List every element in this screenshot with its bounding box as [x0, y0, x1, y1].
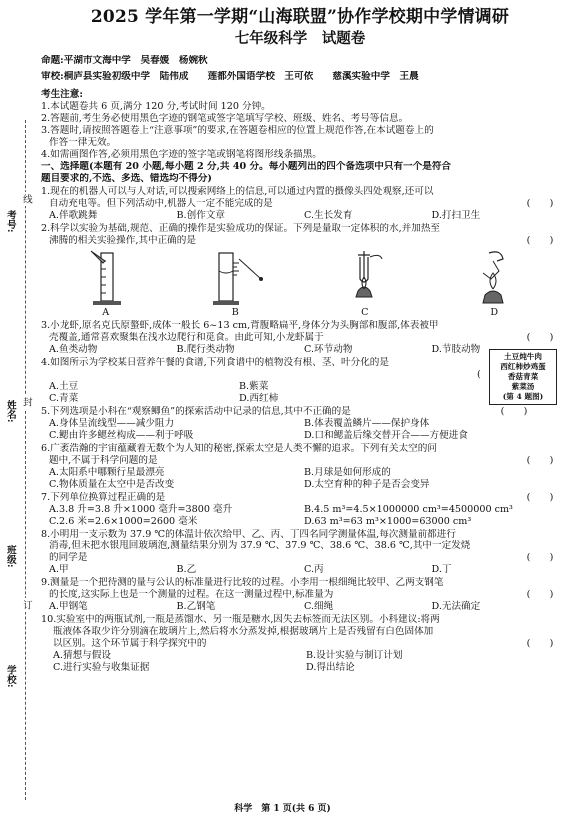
- question-6: [41, 443, 559, 491]
- menu-item: 西红柿炒鸡蛋: [500, 361, 546, 371]
- option-b: B.乙钢笔: [176, 601, 216, 613]
- section-heading: 一、选择题(本题有 20 小题,每小题 2 分,共 40 分。每小题列出的四个备选项中只有一个是符合: [41, 160, 452, 172]
- option-d: D.西红柿: [239, 392, 279, 404]
- question-stem: 1.现在的机器人可以与人对话,可以搜索网络上的信息,可以通过内置的摄像头四处观察,还可以: [41, 185, 434, 197]
- question-stem: 自动充电等。但下列活动中,机器人一定不能完成的是: [49, 197, 273, 209]
- option-b: B.创作文章: [176, 209, 225, 221]
- option-c: C.鳃由许多鳃丝构成——利于呼吸: [49, 429, 194, 441]
- figure-label: B: [231, 306, 239, 318]
- option-c: C.2.6 米=2.6×1000=2600 毫米: [49, 515, 198, 527]
- exam-page: [41, 6, 559, 674]
- option-a: A.鱼类动物: [49, 343, 98, 355]
- option-b: B.设计实验与制订计划: [306, 650, 403, 662]
- option-b: B.月球是如何形成的: [304, 466, 391, 478]
- option-d: D.口和鳃盖后缘交替开合——方便进食: [304, 429, 468, 441]
- question-stem: 的长度,这实际上也是一个测量的过程。在这一测量过程中,标准量为: [49, 589, 334, 601]
- answer-bracket: ( ): [526, 589, 554, 601]
- question-7: [41, 492, 559, 528]
- option-a: A.3.8 升=3.8 升×1000 毫升=3800 毫升: [49, 503, 233, 515]
- option-c: C.环节动物: [304, 343, 353, 355]
- proposer-line: 命题:平湖市文海中学 吴春媛 杨婉秋: [41, 55, 208, 66]
- question-5: [41, 406, 559, 442]
- note-item: 4.如需画图作答,必须用黑色字迹的签字笔或钢笔将图形线条描黑。: [41, 148, 322, 160]
- note-item: 2.答题前,考生务必使用黑色字迹的钢笔或签字笔填写学校、班级、姓名、考号等信息。: [41, 112, 409, 124]
- graduated-cylinder-icon: [81, 249, 131, 307]
- answer-bracket: ( ): [526, 197, 554, 209]
- menu-item: 土豆炖牛肉: [504, 351, 542, 361]
- option-b: B.体表覆盖鳞片——保护身体: [304, 417, 430, 429]
- exam-title: 2025 学年第一学期“山海联盟”协作学校期中学情调研: [90, 7, 510, 27]
- answer-bracket: ( ): [526, 234, 554, 246]
- figure-b: [195, 249, 275, 319]
- option-b: B.乙: [176, 564, 197, 576]
- page-footer: 科学 第 1 页(共 6 页): [234, 804, 331, 814]
- question-stem: 9.测量是一个把待测的量与公认的标准量进行比较的过程。小李用一根细绳比较甲、乙两支钢笔: [41, 577, 444, 589]
- cylinder-reading-icon: [205, 249, 265, 307]
- question-stem: 瓶液体各取少许分别滴在玻璃片上,然后将水分蒸发掉,根据玻璃片上是否残留有白色固体加: [53, 626, 434, 638]
- lunch-menu-figure: [489, 349, 557, 405]
- figure-label: D: [490, 306, 499, 318]
- option-a: A.太阳系中哪颗行星最漂亮: [49, 466, 165, 478]
- option-d: D.无法确定: [431, 601, 481, 613]
- question-stem: 7.下列单位换算过程正确的是: [41, 491, 166, 503]
- answer-bracket: ( ): [526, 491, 554, 503]
- option-d: D.得出结论: [306, 662, 355, 674]
- menu-caption: (第 4 题图): [502, 391, 544, 401]
- answer-bracket: ( ): [526, 331, 554, 343]
- experiment-figures: [41, 249, 559, 319]
- class-label: 班级:: [4, 545, 16, 568]
- menu-item: 紫菜汤: [511, 381, 535, 391]
- seal-mark-bind: 订: [20, 600, 32, 610]
- question-3: [41, 320, 559, 356]
- student-name-label: 姓名:: [4, 400, 16, 423]
- option-a: A.身体呈流线型——减少阻力: [49, 417, 175, 429]
- question-stem: 壳覆盖,通常喜欢聚集在浅水边爬行和觅食。由此可知,小龙虾属于: [49, 331, 324, 343]
- answer-bracket: ( ): [526, 638, 554, 650]
- option-a: A.伴歌跳舞: [49, 209, 98, 221]
- option-a: A.甲钢笔: [49, 601, 88, 613]
- binding-dashed-line: [25, 120, 26, 800]
- option-a: A.甲: [49, 564, 69, 576]
- question-stem: 5.下列选项是小科在“观察鲫鱼”的探索活动中记录的信息,其中不正确的是: [41, 405, 351, 417]
- answer-bracket: ( ): [526, 552, 554, 564]
- exam-subtitle: 七年级科学 试题卷: [234, 30, 366, 47]
- figure-c: [325, 249, 405, 319]
- school-label: 学校:: [4, 665, 16, 688]
- question-10: [41, 614, 559, 674]
- question-stem: 3.小龙虾,原名克氏原螯虾,成体一般长 6~13 cm,背腹略扁平,身体分为头胸部和腹部,体表被甲: [41, 319, 439, 331]
- seal-mark-seal: 封: [20, 397, 32, 407]
- question-4: [41, 351, 559, 405]
- option-d: D.太空育种的种子是否会变异: [304, 478, 430, 490]
- menu-item: 香菇青菜: [507, 371, 539, 381]
- question-stem: 8.小明用一支示数为 37.9 ℃的体温计依次给甲、乙、丙、丁四名同学测量体温,每次测量前都进行: [41, 528, 456, 540]
- question-stem: 6.广袤浩瀚的宇宙蕴藏着无数个为人知的秘密,探索太空是人类不懈的追求。下列有关太空的问: [41, 442, 437, 454]
- question-stem: 题中,不属于科学问题的是: [49, 454, 158, 466]
- question-2: [41, 223, 559, 319]
- option-c: C.生长发育: [304, 209, 353, 221]
- option-c: C.物体质量在太空中是否改变: [49, 478, 175, 490]
- option-b: B.紫菜: [239, 380, 269, 392]
- option-d: D.丁: [431, 564, 452, 576]
- option-d: D.打扫卫生: [431, 209, 481, 221]
- answer-bracket: ( ): [526, 454, 554, 466]
- binding-margin: [0, 0, 40, 820]
- option-d: D.节肢动物: [431, 343, 481, 355]
- option-c: C.进行实验与收集证据: [53, 662, 150, 674]
- question-stem: 以区别。这个环节属于科学探究中的: [53, 638, 207, 650]
- notes-heading: 考生注意:: [41, 88, 83, 100]
- question-stem: 沸腾的相关实验操作,其中正确的是: [49, 234, 196, 246]
- question-stem: 10.实验室中的两瓶试剂,一瓶是蒸馏水、另一瓶是糖水,因失去标签而无法区别。小科建议:将两: [41, 614, 440, 626]
- option-a: A.土豆: [49, 380, 79, 392]
- note-item: 3.答题时,请按照答题卷上“注意事项”的要求,在答题卷相应的位置上规范作答,在本试题卷上的: [41, 124, 434, 136]
- answer-bracket: (: [477, 368, 481, 380]
- figure-d: [454, 249, 534, 319]
- question-stem: 消毒,但未把水银甩回玻璃泡,测量结果分别为 37.9 ℃、37.9 ℃、38.6 ℃、38.6 ℃,其中一定发烧: [49, 540, 471, 552]
- option-c: C.细绳: [304, 601, 334, 613]
- figure-label: A: [102, 306, 110, 318]
- figure-a: [66, 249, 146, 319]
- section-heading-cont: 题目要求的,不选、多选、错选均不得分): [41, 172, 212, 184]
- note-item: 作答一律无效。: [49, 136, 117, 148]
- option-c: C.青菜: [49, 392, 79, 404]
- option-c: C.丙: [304, 564, 324, 576]
- option-b: B.爬行类动物: [176, 343, 235, 355]
- reviewer-line: 审校:桐庐县实验初级中学 陆伟成 莲都外国语学校 王可依 慈溪实验中学 王晨: [41, 70, 419, 82]
- question-stem: 2.科学以实验为基础,规范、正确的操作是实验成功的保证。下列是量取一定体积的水,并加热至: [41, 222, 441, 234]
- alcohol-lamp-icon: [469, 249, 519, 307]
- figure-label: C: [361, 306, 369, 318]
- exam-number-label: 考号:: [4, 210, 16, 233]
- option-b: B.4.5 m³=4.5×1000000 cm³=4500000 cm³: [304, 503, 513, 515]
- seal-mark-line: 线: [20, 194, 32, 204]
- question-8: [41, 529, 559, 577]
- option-d: D.63 m³=63 m³×1000=63000 cm³: [304, 515, 472, 527]
- note-item: 1.本试题卷共 6 页,满分 120 分,考试时间 120 分钟。: [41, 100, 271, 112]
- test-tube-heating-icon: [340, 249, 390, 307]
- question-stem: 4.如图所示为学校某日营养午餐的食谱,下列食谱中的植物没有根、茎、叶分化的是: [41, 356, 389, 368]
- answer-bracket: ( ): [500, 405, 528, 417]
- question-1: [41, 186, 559, 222]
- question-stem: 的同学是: [49, 552, 88, 564]
- question-9: [41, 577, 559, 613]
- option-a: A.猜想与假设: [53, 650, 111, 662]
